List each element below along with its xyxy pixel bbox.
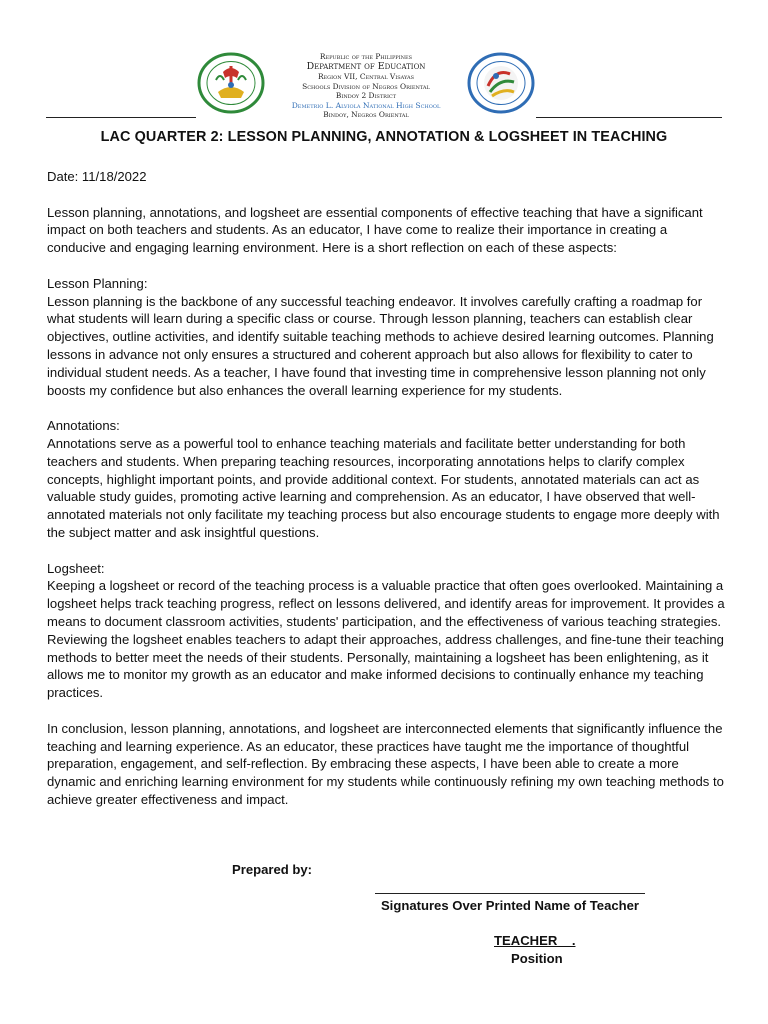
section-heading-logsheet: Logsheet: <box>47 560 105 576</box>
document-title: LAC QUARTER 2: LESSON PLANNING, ANNOTATION & LOGSHEET IN TEACHING <box>100 129 668 145</box>
prepared-by-label: Prepared by: <box>232 862 313 877</box>
section-text-logsheet: Keeping a logsheet or record of the teaching process is a valuable practice that often goes overlooked. Maintaining a logsheet helps track teaching progress, reflect on lessons delivered, and identify areas for improvement. It provides a means to document classroom activities, students' participation, and the effectiveness of various teaching strategies. Reviewing the logsheet enables teachers to adapt their approaches, address challenges, and fine-tune their teaching methods to better meet the needs of their students. Personally, maintaining a logsheet has been enlightening, as it allows me to monitor my growth as an educator and make informed decisions to continually enhance my teaching practices. <box>47 578 725 701</box>
letterhead <box>46 48 722 118</box>
section-heading-annotations: Annotations: <box>47 418 120 434</box>
position-value: TEACHER . <box>494 933 576 948</box>
intro-paragraph: Lesson planning, annotations, and logsheet are essential components of effective teaching that have a significant impact on both teachers and students. As an educator, I have come to realize their importance in creating a conducive and engaging learning environment. Here is a short reflection on each of these aspects: <box>47 204 703 256</box>
region-line: Region VII, Central Visayas <box>317 72 415 82</box>
signature-line <box>375 893 645 894</box>
deped-seal-logo <box>466 52 536 114</box>
district-line: Bindoy 2 District <box>335 91 397 101</box>
department-line: Department of Education <box>306 60 426 72</box>
document-body <box>47 168 727 826</box>
conclusion-paragraph: In conclusion, lesson planning, annotations, and logsheet are interconnected elements that significantly influence the teaching and learning experience. As an educator, these practices have taught me the importance of thoughtful preparation, engagement, and self-reflection. By embracing these aspects, I have been able to create a more dynamic and enriching learning environment for my students while continuously refining my own teaching methods to achieve greater effectiveness and impact. <box>47 720 724 807</box>
school-name-line: Demetrio L. Alviola National High School <box>291 100 441 110</box>
section-heading-lesson-planning: Lesson Planning: <box>47 275 148 291</box>
section-text-lesson-planning: Lesson planning is the backbone of any successful teaching endeavor. It involves carefully crafting a roadmap for what students will learn during a specific class or course. Through lesson planning, teachers can establish clear objectives, outline activities, and identify suitable teaching methods to achieve desired learning outcomes. Planning lessons in advance not only ensures a structured and coherent approach but also allows for flexibility to cater to individual student needs. As a teacher, I have found that investing time in comprehensive lesson planning not only boosts my confidence but also enhances the overall learning experience for my students. <box>47 293 714 398</box>
letterhead-rule-right <box>536 117 722 118</box>
letterhead-text <box>271 52 461 120</box>
school-seal-logo <box>196 52 266 114</box>
republic-line: Republic of the Philippines <box>319 52 413 61</box>
division-line: Schools Division of Negros Oriental <box>302 81 430 91</box>
address-line: Bindoy, Negros Oriental <box>323 110 409 120</box>
date-line: Date: 11/18/2022 <box>47 169 147 184</box>
section-text-annotations: Annotations serve as a powerful tool to enhance teaching materials and facilitate better understanding for both teachers and students. When preparing teaching resources, incorporating annotations helps to clarify complex concepts, highlight important points, and provide additional context. For students, annotated materials can act as valuable study guides, promoting active learning and comprehension. As an educator, I have observed that well-annotated materials not only facilitate my teaching process but also encourage students to engage more deeply with the subject matter and ask insightful questions. <box>47 435 720 540</box>
signature-caption: Signatures Over Printed Name of Teacher <box>380 898 640 913</box>
letterhead-rule-left <box>46 117 196 118</box>
position-caption: Position <box>511 951 563 966</box>
